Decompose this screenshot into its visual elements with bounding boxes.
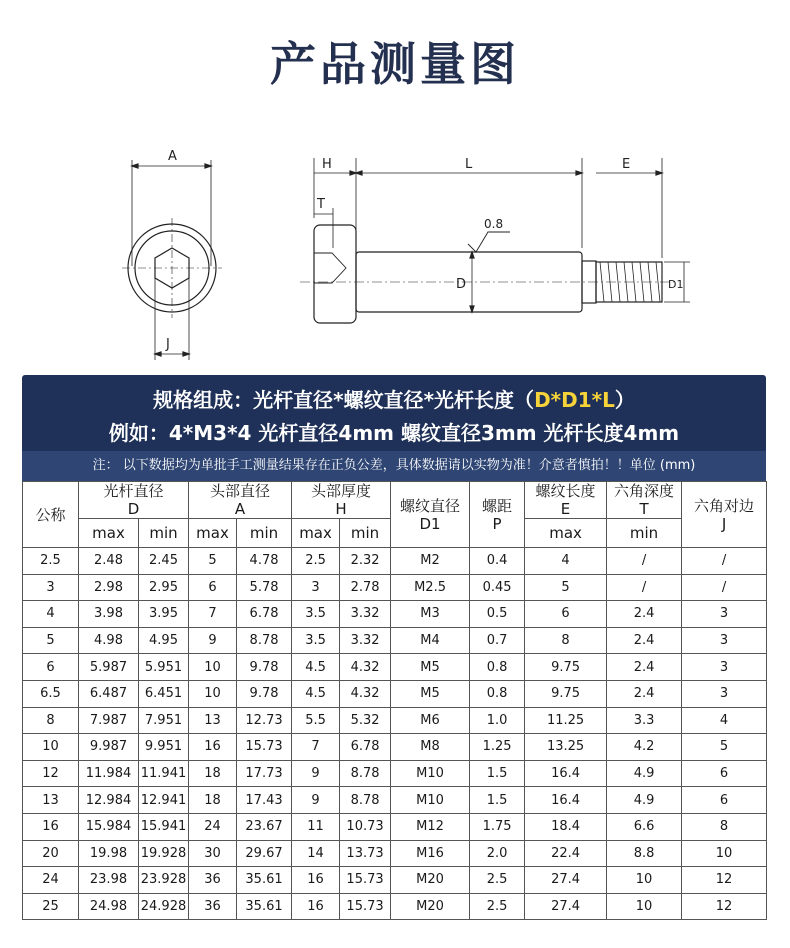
table-cell: 12 (23, 760, 79, 787)
banner-highlight: D*D1*L (534, 388, 615, 412)
table-cell: 15.984 (79, 813, 139, 840)
table-cell: 6 (682, 760, 767, 787)
table-cell: 35.61 (237, 893, 292, 920)
table-cell: 3 (292, 574, 340, 601)
subheader-min: min (607, 519, 682, 548)
table-cell: 5 (189, 548, 237, 575)
table-cell: 4.2 (607, 734, 682, 761)
banner-line-2: 例如：4*M3*4 光杆直径4mm 螺纹直径3mm 光杆长度4mm (108, 421, 680, 445)
label-t: T (317, 197, 325, 212)
table-cell: 11.25 (525, 707, 607, 734)
table-cell: 7 (189, 601, 237, 628)
table-cell: 8 (682, 813, 767, 840)
table-cell: 16 (292, 867, 340, 894)
table-cell: 0.4 (470, 548, 525, 575)
table-cell: M5 (391, 654, 470, 681)
table-cell: 6 (525, 601, 607, 628)
measurement-drawing (110, 148, 690, 363)
table-cell: 10 (189, 680, 237, 707)
table-cell: 6.487 (79, 680, 139, 707)
header-head-thickness: 头部厚度 H (292, 482, 391, 519)
table-cell: M20 (391, 893, 470, 920)
table-cell: 10 (23, 734, 79, 761)
table-cell: M2.5 (391, 574, 470, 601)
subheader-min: min (340, 519, 391, 548)
header-thread-diameter: 螺纹直径 D1 (391, 482, 470, 548)
side-view (300, 158, 690, 323)
table-cell: M6 (391, 707, 470, 734)
table-cell: 6.5 (23, 680, 79, 707)
table-cell: 5.32 (340, 707, 391, 734)
note-bar: 注： 以下数据均为单批手工测量结果存在正负公差，具体数据请以实物为准！介意者慎拍！！单位 (mm) (22, 451, 766, 481)
table-cell: 2.78 (340, 574, 391, 601)
table-cell: 2.4 (607, 680, 682, 707)
label-j: J (166, 337, 170, 352)
table-cell: 4 (682, 707, 767, 734)
table-cell: M20 (391, 867, 470, 894)
table-cell: 3.32 (340, 601, 391, 628)
table-row (23, 627, 767, 654)
table-cell: 1.5 (470, 787, 525, 814)
table-cell: 15.73 (340, 867, 391, 894)
table-cell: 10 (607, 867, 682, 894)
table-row (23, 840, 767, 867)
table-cell: 2.98 (79, 574, 139, 601)
table-cell: 9.951 (139, 734, 189, 761)
table-cell: 36 (189, 867, 237, 894)
table-cell: 3.5 (292, 627, 340, 654)
table-cell: 23.67 (237, 813, 292, 840)
table-cell: 19.98 (79, 840, 139, 867)
table-cell: 16 (292, 893, 340, 920)
page-title: 产品测量图 (270, 37, 520, 91)
table-cell: 9.78 (237, 654, 292, 681)
table-cell: 6 (189, 574, 237, 601)
table-cell: 16 (23, 813, 79, 840)
table-cell: 8.78 (340, 760, 391, 787)
spec-table-body (23, 548, 767, 920)
table-cell: 30 (189, 840, 237, 867)
table-cell: 10 (189, 654, 237, 681)
table-cell: 13 (23, 787, 79, 814)
table-cell: 8.78 (237, 627, 292, 654)
table-cell: 1.0 (470, 707, 525, 734)
header-thread-length: 螺纹长度 E (525, 482, 607, 519)
label-d: D (456, 277, 467, 292)
table-cell: 16.4 (525, 760, 607, 787)
table-cell: M4 (391, 627, 470, 654)
table-cell: 13 (189, 707, 237, 734)
table-cell: M10 (391, 787, 470, 814)
table-cell: 15.73 (340, 893, 391, 920)
subheader-max: max (292, 519, 340, 548)
table-cell: 5 (682, 734, 767, 761)
table-cell: 36 (189, 893, 237, 920)
table-cell: 9 (189, 627, 237, 654)
table-cell: 5.951 (139, 654, 189, 681)
table-cell: M10 (391, 760, 470, 787)
table-cell: 6 (682, 787, 767, 814)
table-cell: 16 (189, 734, 237, 761)
table-cell: 0.5 (470, 601, 525, 628)
table-cell: 4.95 (139, 627, 189, 654)
table-cell: 6.451 (139, 680, 189, 707)
table-cell: 3 (682, 680, 767, 707)
table-cell: 13.25 (525, 734, 607, 761)
table-cell: 17.43 (237, 787, 292, 814)
table-cell: 3 (23, 574, 79, 601)
table-cell: 9.987 (79, 734, 139, 761)
table-cell: 15.941 (139, 813, 189, 840)
table-cell: 6.6 (607, 813, 682, 840)
table-row (23, 734, 767, 761)
spec-table (22, 481, 767, 920)
table-cell: 4.32 (340, 654, 391, 681)
table-cell: 27.4 (525, 893, 607, 920)
table-cell: 9 (292, 787, 340, 814)
table-cell: 13.73 (340, 840, 391, 867)
table-cell: 6.78 (237, 601, 292, 628)
table-cell: 10.73 (340, 813, 391, 840)
table-cell: 8 (23, 707, 79, 734)
table-cell: 3.5 (292, 601, 340, 628)
table-row (23, 707, 767, 734)
table-cell: 9 (292, 760, 340, 787)
table-cell: / (607, 574, 682, 601)
table-cell: 7 (292, 734, 340, 761)
table-cell: 2.48 (79, 548, 139, 575)
table-cell: 10 (682, 840, 767, 867)
table-row (23, 760, 767, 787)
header-pitch: 螺距 P (470, 482, 525, 548)
table-cell: 3 (682, 601, 767, 628)
table-cell: 3.3 (607, 707, 682, 734)
table-cell: 9.78 (237, 680, 292, 707)
table-cell: 12.941 (139, 787, 189, 814)
table-cell: 24.98 (79, 893, 139, 920)
table-cell: 2.45 (139, 548, 189, 575)
table-cell: M16 (391, 840, 470, 867)
table-cell: 0.45 (470, 574, 525, 601)
table-cell: 4.5 (292, 680, 340, 707)
table-cell: 22.4 (525, 840, 607, 867)
subheader-min: min (237, 519, 292, 548)
table-cell: 5.5 (292, 707, 340, 734)
table-cell: 5.78 (237, 574, 292, 601)
table-cell: 3 (682, 654, 767, 681)
table-cell: 3.95 (139, 601, 189, 628)
table-cell: 25 (23, 893, 79, 920)
table-cell: 2.95 (139, 574, 189, 601)
table-cell: 2.0 (470, 840, 525, 867)
table-cell: 8.8 (607, 840, 682, 867)
table-cell: M5 (391, 680, 470, 707)
label-a: A (168, 149, 177, 164)
table-row (23, 813, 767, 840)
table-row (23, 654, 767, 681)
table-cell: / (682, 548, 767, 575)
table-cell: 4 (525, 548, 607, 575)
label-l: L (465, 157, 473, 172)
subheader-max: max (79, 519, 139, 548)
table-row (23, 680, 767, 707)
header-shaft-diameter: 光杆直径 D (79, 482, 189, 519)
table-cell: 16.4 (525, 787, 607, 814)
subheader-max: max (189, 519, 237, 548)
table-cell: 23.98 (79, 867, 139, 894)
table-cell: 27.4 (525, 867, 607, 894)
table-cell: 2.5 (470, 893, 525, 920)
table-cell: 0.7 (470, 627, 525, 654)
table-cell: 3 (682, 627, 767, 654)
table-cell: 7.987 (79, 707, 139, 734)
table-cell: 24 (23, 867, 79, 894)
table-cell: 24 (189, 813, 237, 840)
subheader-min: min (139, 519, 189, 548)
table-cell: 6.78 (340, 734, 391, 761)
spec-banner (22, 375, 766, 451)
table-cell: 10 (607, 893, 682, 920)
label-d1: D1 (668, 278, 684, 291)
table-cell: 1.75 (470, 813, 525, 840)
header-nominal: 公称 (23, 482, 79, 548)
table-cell: 4.5 (292, 654, 340, 681)
table-cell: 11.984 (79, 760, 139, 787)
table-cell: 0.8 (470, 680, 525, 707)
subheader-max: max (525, 519, 607, 548)
table-cell: 19.928 (139, 840, 189, 867)
label-h: H (322, 157, 332, 172)
table-cell: 18 (189, 760, 237, 787)
table-cell: 11.941 (139, 760, 189, 787)
table-row (23, 893, 767, 920)
table-cell: 4.9 (607, 787, 682, 814)
table-cell: 0.8 (470, 654, 525, 681)
table-cell: 7.951 (139, 707, 189, 734)
table-cell: 15.73 (237, 734, 292, 761)
table-cell: / (682, 574, 767, 601)
table-cell: 4.9 (607, 760, 682, 787)
table-cell: 3.32 (340, 627, 391, 654)
table-cell: 24.928 (139, 893, 189, 920)
table-cell: M2 (391, 548, 470, 575)
table-cell: 12.984 (79, 787, 139, 814)
header-hex-across-flats: 六角对边 J (682, 482, 767, 548)
table-cell: 12 (682, 893, 767, 920)
table-cell: 11 (292, 813, 340, 840)
table-cell: 6 (23, 654, 79, 681)
table-cell: 2.32 (340, 548, 391, 575)
table-cell: 4.98 (79, 627, 139, 654)
table-cell: 18 (189, 787, 237, 814)
table-cell: 14 (292, 840, 340, 867)
table-cell: 2.5 (292, 548, 340, 575)
table-cell: 9.75 (525, 680, 607, 707)
table-cell: 2.4 (607, 601, 682, 628)
table-cell: 2.5 (23, 548, 79, 575)
table-row (23, 787, 767, 814)
table-cell: M12 (391, 813, 470, 840)
table-cell: 5 (23, 627, 79, 654)
table-cell: 12.73 (237, 707, 292, 734)
label-e: E (622, 157, 631, 172)
table-row (23, 548, 767, 575)
table-row (23, 867, 767, 894)
end-view (122, 160, 222, 360)
label-roughness: 0.8 (484, 217, 504, 231)
table-cell: / (607, 548, 682, 575)
table-cell: 8 (525, 627, 607, 654)
table-cell: 1.25 (470, 734, 525, 761)
table-cell: 35.61 (237, 867, 292, 894)
table-cell: 18.4 (525, 813, 607, 840)
table-cell: 4 (23, 601, 79, 628)
table-cell: 20 (23, 840, 79, 867)
table-cell: 17.73 (237, 760, 292, 787)
table-cell: 9.75 (525, 654, 607, 681)
table-row (23, 601, 767, 628)
table-row (23, 574, 767, 601)
banner-line-1: 规格组成：光杆直径*螺纹直径*光杆长度（D*D1*L） (153, 388, 635, 412)
table-cell: 5 (525, 574, 607, 601)
table-cell: 12 (682, 867, 767, 894)
table-cell: 1.5 (470, 760, 525, 787)
header-hex-depth: 六角深度 T (607, 482, 682, 519)
table-cell: M3 (391, 601, 470, 628)
table-cell: 5.987 (79, 654, 139, 681)
table-cell: 2.5 (470, 867, 525, 894)
header-head-diameter: 头部直径 A (189, 482, 292, 519)
table-cell: 3.98 (79, 601, 139, 628)
table-cell: 4.32 (340, 680, 391, 707)
table-cell: M8 (391, 734, 470, 761)
table-cell: 2.4 (607, 654, 682, 681)
table-cell: 23.928 (139, 867, 189, 894)
table-cell: 8.78 (340, 787, 391, 814)
table-cell: 29.67 (237, 840, 292, 867)
table-cell: 4.78 (237, 548, 292, 575)
table-cell: 2.4 (607, 627, 682, 654)
